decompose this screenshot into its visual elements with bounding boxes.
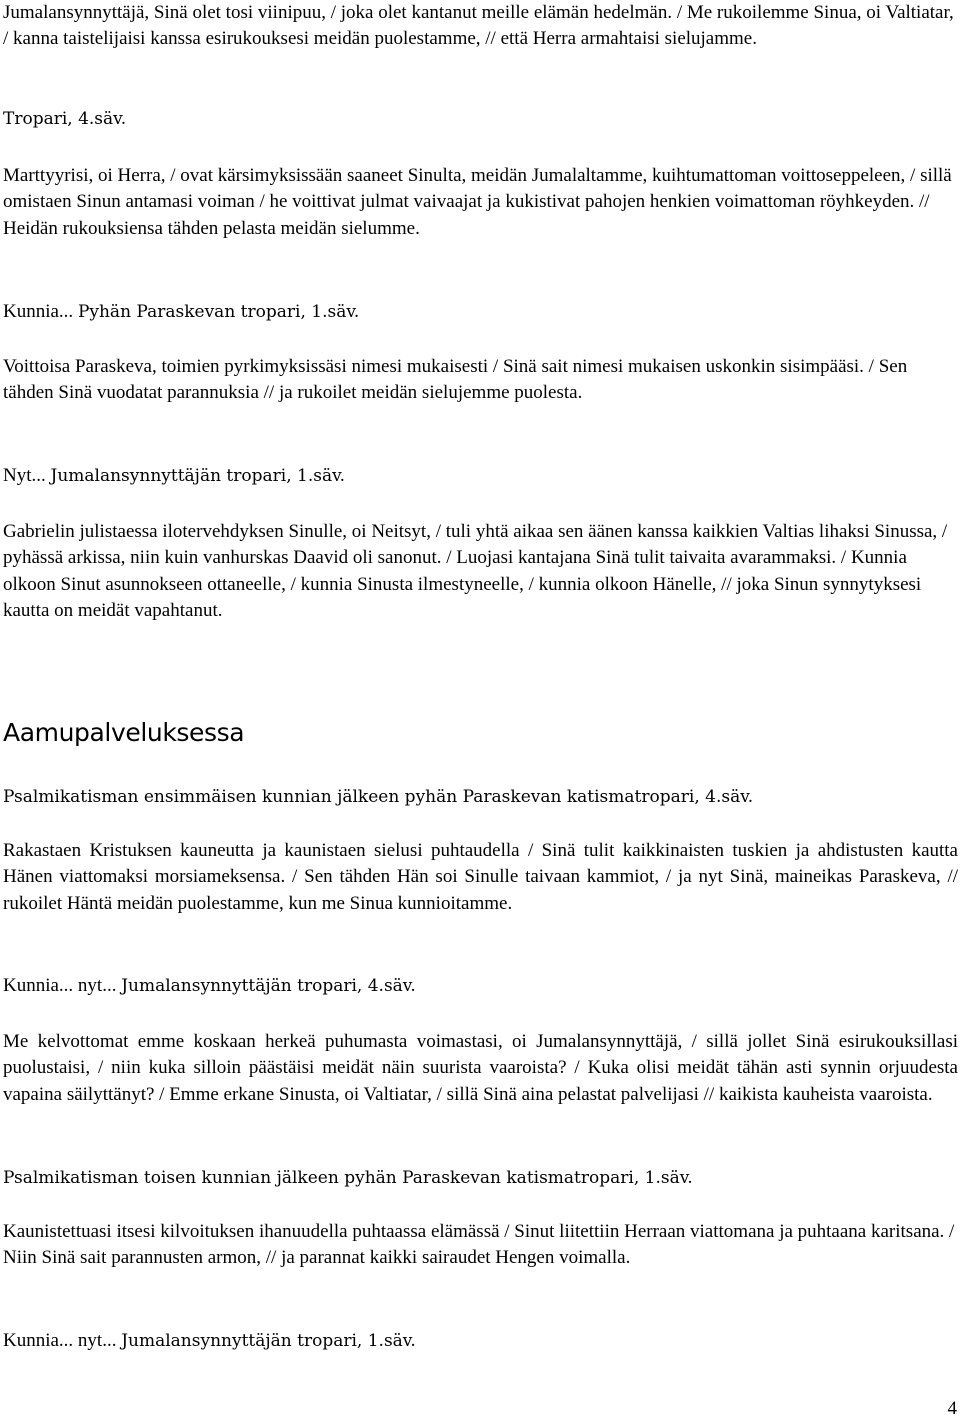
heading-first-katisma: Psalmikatisman ensimmäisen kunnian jälkeen pyhän Paraskevan katismatropari, 4.säv. bbox=[3, 787, 754, 807]
section-title-aamupalveluksessa: Aamupalveluksessa bbox=[3, 718, 245, 747]
paragraph-theotokion-4: Me kelvottomat emme koskaan herkeä puhumasta voimastasi, oi Jumalansynnyttäjä, / sillä jollet Sinä esirukouksillasi puolustaisi, / niin kuka silloin päästäisi meidät näin suurista vaaroista? / Kuka olisi meidät tähän asti synnin orjuudesta vapaina säilyttänyt? / Emme erkane Sinusta, oi Valtiatar, / sillä Sinä aina pelastat palvelijasi // kaikista kauheista vaaroista. bbox=[3, 1031, 958, 1105]
paragraph-martyrs-tropari: Marttyyrisi, oi Herra, / ovat kärsimyksissään saaneet Sinulta, meidän Jumalaltamme, kuihtumattoman voittoseppeleen, / sillä omistaen Sinun antamasi voiman / he voittivat julmat vaivaajat ja kukistivat pahojen henkien voimattoman röyhkeyden. // Heidän rukouksiensa tähden pelasta meidän sielumme. bbox=[3, 165, 952, 239]
heading-theotokion-4 bbox=[3, 973, 958, 999]
paragraph-paraskeva-katisma: Rakastaen Kristuksen kauneutta ja kaunistaen sielusi puhtaudella / Sinä tulit kaikkinaisten tuskien ja ahdistusten kautta Hänen viattomaksi morsiameksensa. / Sen tähden Hän soi Sinulle taivaan kammiot, / ja nyt Sinä, maineikas Paraskeva, // rukoilet Häntä meidän puolestamme, kun me Sinua kunnioitamme. bbox=[3, 840, 958, 914]
heading-title: Jumalansynnyttäjän tropari, 1.säv. bbox=[121, 1331, 416, 1351]
heading-lead-nyt: Nyt... bbox=[3, 465, 51, 486]
paragraph-second-katisma: Kaunistettuasi itsesi kilvoituksen ihanuudella puhtaassa elämässä / Sinut liitettiin Herraan viattomana ja puhtaana karitsana. / Niin Sinä sait parannusten armon, // ja parannat kaikki sairaudet Hengen voimalla. bbox=[3, 1221, 955, 1269]
page-number: 4 bbox=[947, 1398, 957, 1419]
paragraph-paraskeva-tropari: Voittoisa Paraskeva, toimien pyrkimyksissäsi nimesi mukaisesti / Sinä sait nimesi mukaisen uskonkin sisimpääsi. / Sen tähden Sinä vuodatat parannuksia // ja rukoilet meidän sielujemme puolesta. bbox=[3, 356, 908, 404]
heading-theotokion-1-final bbox=[3, 1328, 958, 1354]
heading-title: Jumalansynnyttäjän tropari, 1.säv. bbox=[50, 466, 346, 486]
heading-lead-kunnia-nyt: Kunnia... nyt... bbox=[3, 975, 122, 996]
heading-theotokion-1 bbox=[3, 463, 958, 489]
heading-lead-kunnia: Kunnia... bbox=[3, 301, 78, 322]
heading-lead-kunnia-nyt: Kunnia... nyt... bbox=[3, 1330, 122, 1351]
paragraph-gabriel-theotokion: Gabrielin julistaessa ilotervehdyksen Sinulle, oi Neitsyt, / tuli yhtä aikaa sen äänen kanssa kaikkien Valtias lihaksi Sinussa, / pyhässä arkissa, niin kuin vanhurskas Daavid oli sanonut. / Luojasi kantajana Sinä tulit taivaita avarammaksi. / Kunnia olkoon Sinut asunnokseen ottaneelle, / kunnia Sinusta ilmestyneelle, / kunnia olkoon Hänelle, // joka Sinun synnytyksesi kautta on meidät vapahtanut. bbox=[3, 521, 948, 622]
heading-title: Jumalansynnyttäjän tropari, 4.säv. bbox=[121, 976, 416, 996]
heading-paraskeva-tropari bbox=[3, 299, 958, 325]
paragraph-theotokion-opening: Jumalansynnyttäjä, Sinä olet tosi viinipuu, / joka olet kantanut meille elämän hedelmän. / Me rukoilemme Sinua, oi Valtiatar, / kanna taistelijaisi kanssa esirukouksesi meidän puolestamme, // että Herra armahtaisi sielujamme. bbox=[3, 2, 954, 50]
heading-tropari-4: Tropari, 4.säv. bbox=[3, 109, 127, 129]
heading-second-katisma: Psalmikatisman toisen kunnian jälkeen pyhän Paraskevan katismatropari, 1.säv. bbox=[3, 1168, 693, 1188]
heading-title: Pyhän Paraskevan tropari, 1.säv. bbox=[77, 302, 360, 322]
